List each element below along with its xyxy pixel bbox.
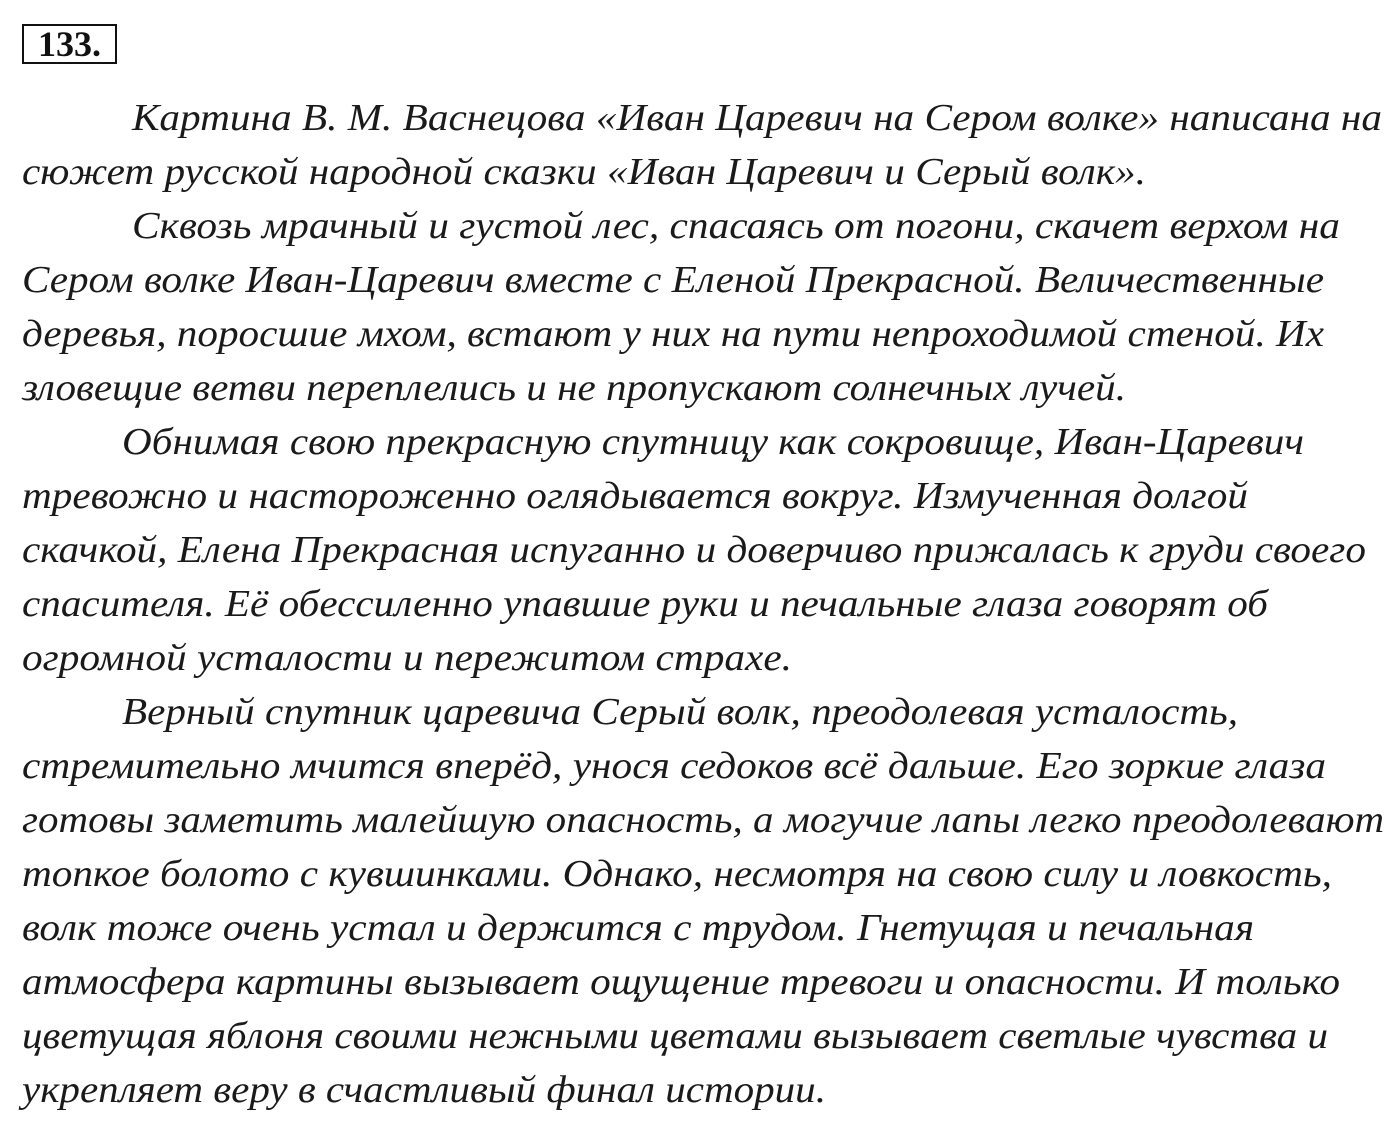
text-line: цветущая яблоня своими нежными цветами вызывает светлые чувства и — [22, 1015, 1328, 1057]
text-line: стремительно мчится вперёд, унося седоков всё дальше. Его зоркие глаза — [22, 745, 1327, 787]
text-line: Обнимая свою прекрасную спутницу как сокровище, Иван-Царевич — [122, 421, 1304, 463]
text-line: скачкой, Елена Прекрасная испуганно и доверчиво прижалась к груди своего — [22, 529, 1366, 571]
text-line: готовы заметить малейшую опасность, а могучие лапы легко преодолевают — [22, 799, 1385, 841]
exercise-number: 133. — [38, 24, 101, 64]
text-line: волк тоже очень устал и держится с трудом. Гнетущая и печальная — [22, 907, 1255, 949]
text-line: атмосфера картины вызывает ощущение тревоги и опасности. И только — [22, 961, 1340, 1003]
text-line: Сквозь мрачный и густой лес, спасаясь от погони, скачет верхом на — [132, 205, 1340, 247]
text-line: топкое болото с кувшинками. Однако, несмотря на свою силу и ловкость, — [22, 853, 1332, 895]
text-line: зловещие ветви переплелись и не пропускают солнечных лучей. — [22, 367, 1126, 409]
text-line: Сером волке Иван-Царевич вместе с Еленой Прекрасной. Величественные — [22, 259, 1324, 301]
text-line: огромной усталости и пережитом страхе. — [22, 637, 793, 679]
text-line: тревожно и настороженно оглядывается вокруг. Измученная долгой — [22, 475, 1248, 517]
text-line: Картина В. М. Васнецова «Иван Царевич на Сером волке» написана на — [132, 97, 1382, 139]
exercise-number-box — [22, 24, 117, 64]
text-line: деревья, поросшие мхом, встают у них на пути непроходимой стеной. Их — [22, 313, 1325, 355]
text-line: сюжет русской народной сказки «Иван Царевич и Серый волк». — [22, 151, 1146, 193]
text-line: спасителя. Её обессиленно упавшие руки и печальные глаза говорят об — [22, 583, 1268, 625]
text-line: Верный спутник царевича Серый волк, преодолевая усталость, — [122, 691, 1239, 733]
text-line: укрепляет веру в счастливый финал истории. — [22, 1069, 826, 1111]
